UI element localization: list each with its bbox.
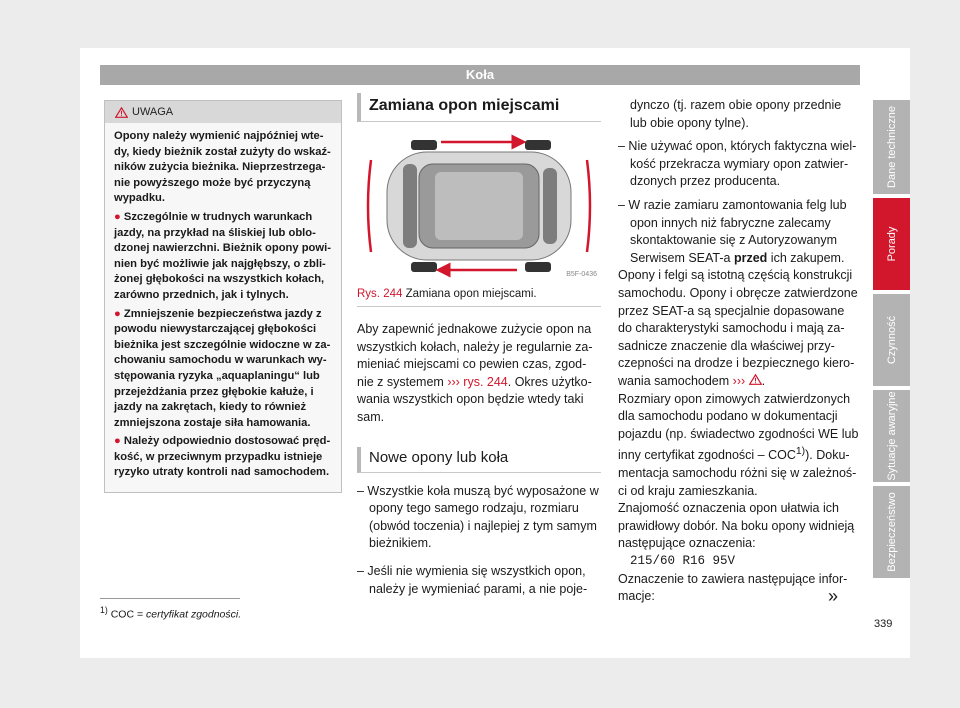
warning-header (105, 101, 341, 123)
section-title: Zamiana opon miejscami (357, 93, 601, 122)
footnote-marker: 1) (795, 446, 806, 458)
column-right (618, 97, 860, 606)
figure-reference-link[interactable]: rys. 244 (459, 374, 508, 389)
tire-code: 215/60 R16 95V (630, 554, 736, 568)
warning-body (105, 123, 341, 492)
warning-item: ● Należy odpowiednio dostosować pręd-kość, w przeciwnym przypadku istnieje ryzyko utraty kontroli nad samochodem. (114, 435, 331, 479)
list-item: – Wszystkie koła muszą być wyposażone w opony tego samego rodzaju, rozmiaru (obwód toczenia) i najlepiej z tym samym bieżnikiem. (357, 483, 599, 551)
tab-sytuacje-awaryjne[interactable]: Sytuacje awaryjne (873, 390, 910, 482)
paragraph: Znajomość oznaczenia opon ułatwia ich prawidłowy dobór. Na boku opony widnieją następujące oznaczenia: (618, 501, 855, 551)
link-arrows[interactable]: ››› (732, 373, 746, 388)
tab-bezpieczenstwo[interactable]: Bezpieczeństwo (873, 486, 910, 578)
figure-caption (357, 288, 601, 307)
side-tabs (873, 100, 910, 582)
tab-dane-techniczne[interactable]: Dane techniczne (873, 100, 910, 194)
continue-icon: » (828, 586, 839, 606)
bullet-icon: ● (114, 210, 121, 223)
paragraph-rotation: Aby zapewnić jednakowe zużycie opon na wszystkich kołach, należy je regularnie za-mieniać miejscami co pewien czas, zgod-nie z systemem ››› rys. 244. Okres użytko-wania wszystkich opon będzie wtedy taki sam. (357, 322, 593, 424)
list-item: – Nie używać opon, których faktyczna wiel-kość przekracza wymiary opon zatwier-dzonych przez producenta. (618, 139, 857, 189)
warning-icon (115, 106, 132, 118)
tab-porady[interactable]: Porady (873, 198, 910, 290)
warning-icon[interactable] (749, 374, 762, 388)
warning-title: UWAGA (132, 106, 174, 118)
list-item: – W razie zamiaru zamontowania felg lub opon innych niż fabryczne zalecamy skontaktowanie się z Autoryzowanym Serwisem SEAT-a przed ich zakupem. (618, 197, 847, 265)
link-arrows[interactable]: ››› (447, 374, 460, 389)
page-number: 339 (874, 618, 893, 630)
list-item-continuation: dynczo (tj. razem obie opony przednie lub obie opony tylne). (630, 98, 842, 130)
bullet-icon: ● (114, 307, 121, 320)
car-top-view-illustration (357, 130, 601, 282)
warning-intro: Opony należy wymienić najpóźniej wte-dy, kiedy bieżnik został zużyty do wskaź-ników zużycia bieżnika. Nieprzestrzega-nie powyższego może być przyczyną wypadku. (114, 130, 331, 205)
page-header: Koła (100, 65, 860, 85)
warning-item: ● Szczególnie w trudnych warunkach jazdy, na przykład na śliskiej lub oblo-dzonej nawierzchni. Bieżnik opony powi-nien być możliwie jak najgłębszy, o zbli-żonej głębokości na wszystkich kołach, zarówno przednich, jak i tylnych. (114, 210, 331, 301)
figure-code: B5F-0436 (566, 271, 597, 278)
tab-czynnosc[interactable]: Czynność (873, 294, 910, 386)
footnote-divider (100, 598, 240, 599)
list-item: – Jeśli nie wymienia się wszystkich opon, należy je wymieniać parami, a nie poje- (357, 563, 588, 596)
paragraph: Rozmiary opon zimowych zatwierdzonych dla samochodu podano w dokumentacji pojazdu (np. świadectwo zgodności WE lub inny certyfikat zgodności – COC$^{1)}$). Doku-mentacja samochodu różni się w zależnoś-ci od kraju zamieszkania. (618, 391, 859, 498)
warning-item: ● Zmniejszenie bezpieczeństwa jazdy z powodu niewystarczającej głębokości bieżnika jest szczególnie widoczne w za-chowaniu samochodu w warunkach wy-stępowania ryzyka „aquaplaningu“ lub przejeżdżania przez głębokie kałuże, i jazdy na zakrętach, kiedy to również zmniejszona zostaje siła hamowania. (114, 307, 331, 429)
paragraph: Oznaczenie to zawiera następujące infor-macje: (618, 571, 848, 604)
paragraph: Opony i felgi są istotną częścią konstrukcji samochodu. Opony i obręcze zatwierdzone przez SEAT-a są specjalnie dopasowane do charakterystyki samochodu i mają za-sadnicze znaczenie dla właściwej przy-czepności na drodze i bezpiecznego kiero-wania samochodem ››› . (618, 268, 858, 388)
footnote: $^{1)}$ COC = certyfikat zgodności. (100, 605, 242, 621)
section-title: Nowe opony lub koła (357, 447, 601, 473)
caption-number: Rys. 244 (357, 288, 403, 300)
caption-text: Zamiana opon miejscami. (405, 288, 537, 300)
bullet-icon: ● (114, 435, 121, 448)
column-middle (357, 93, 601, 598)
figure-tire-rotation (357, 130, 601, 282)
warning-box (104, 100, 342, 493)
